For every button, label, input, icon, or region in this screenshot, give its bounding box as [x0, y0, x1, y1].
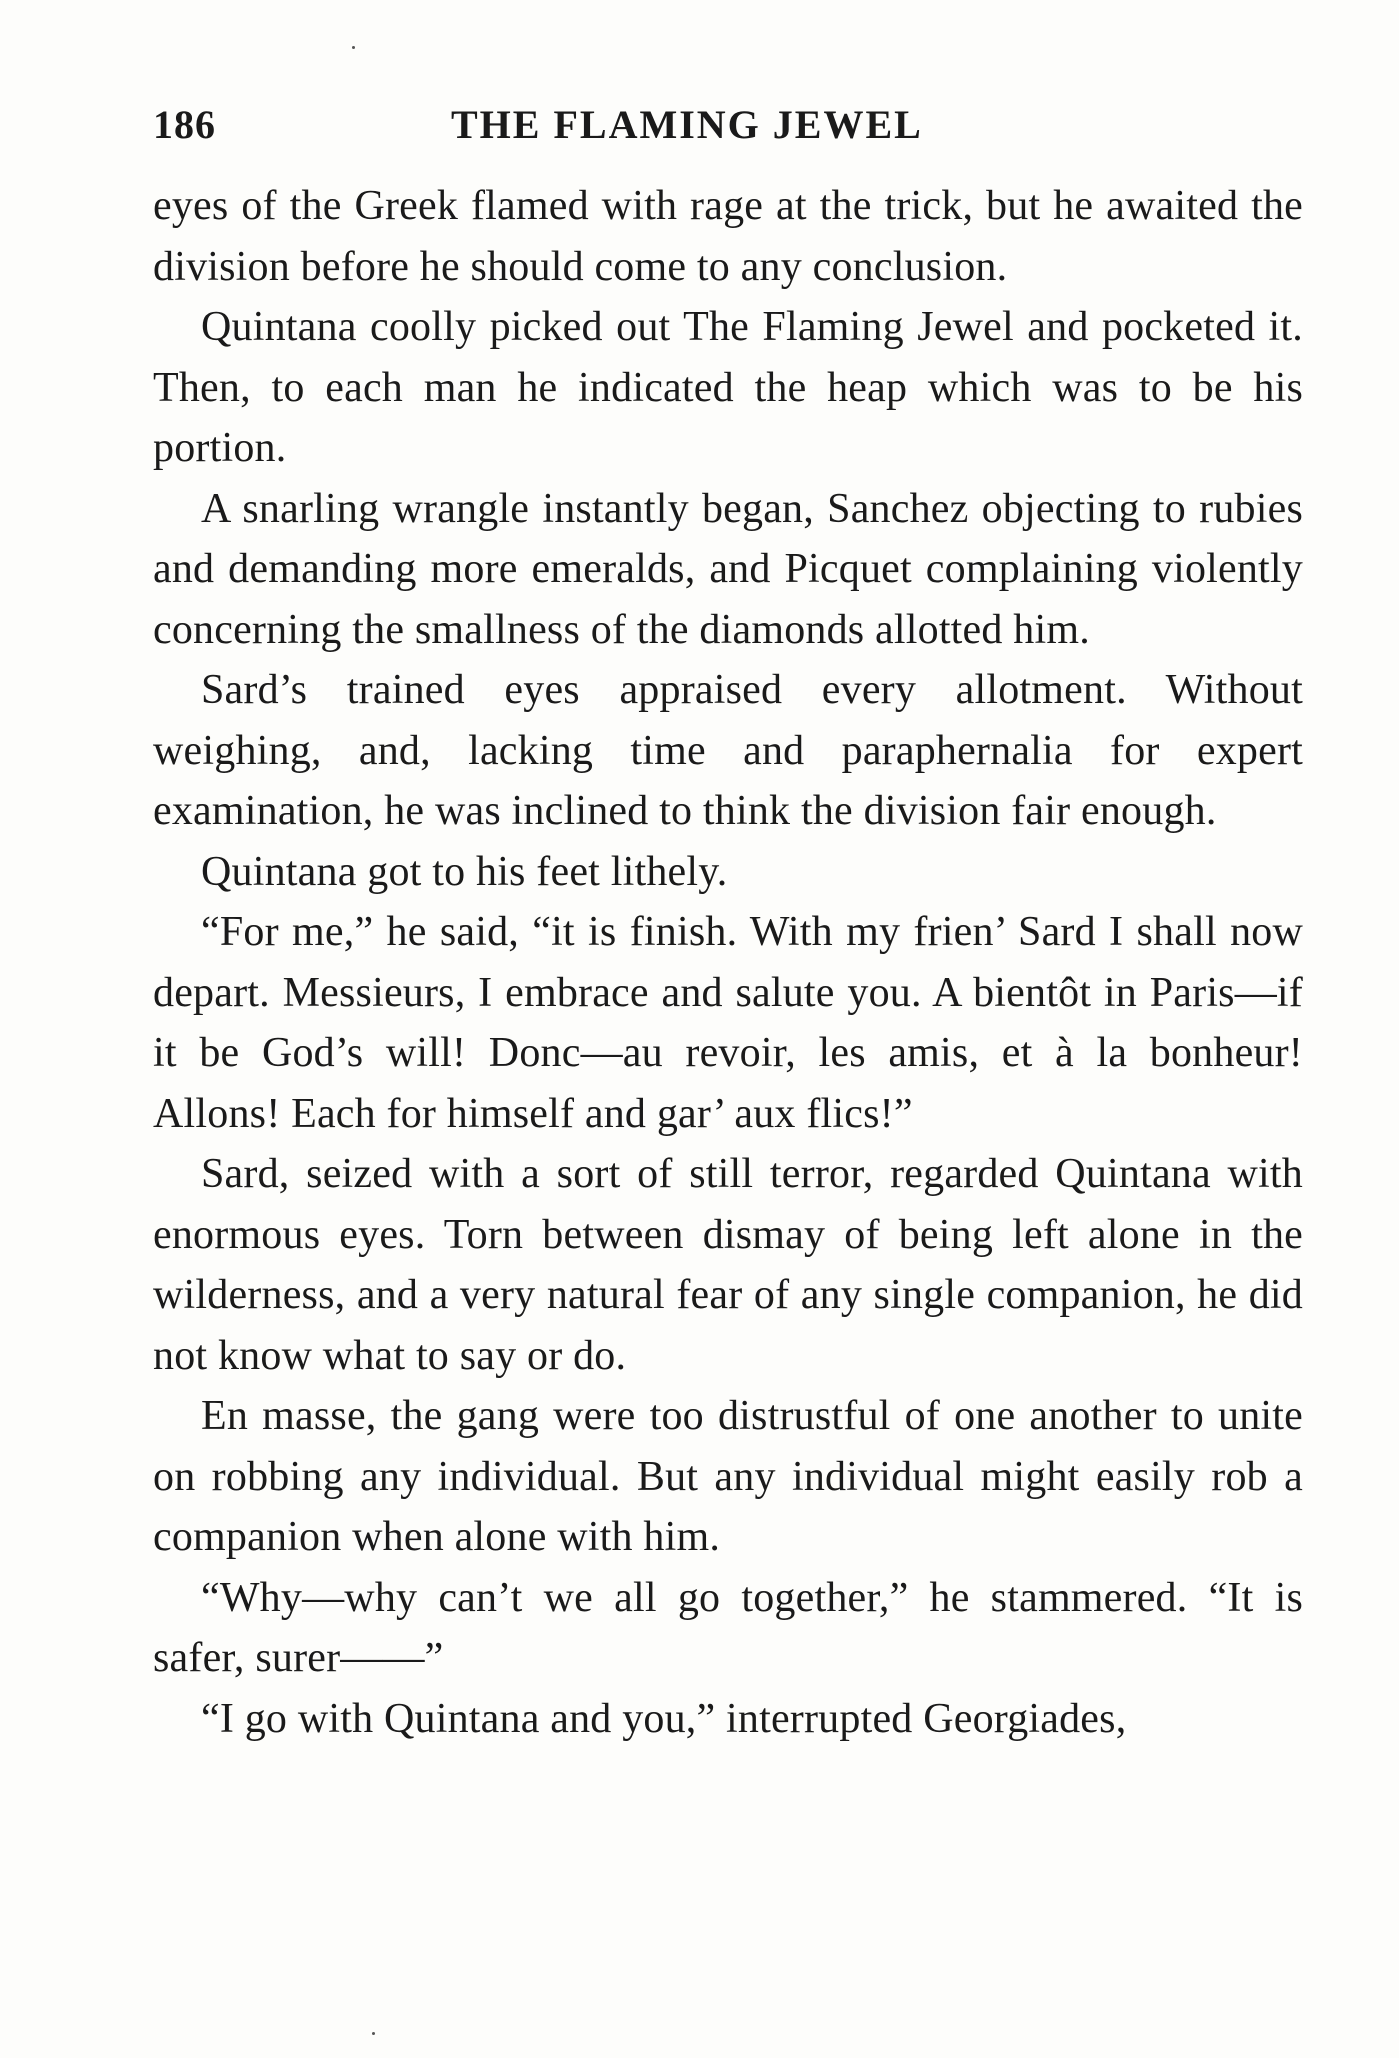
paragraph: Quintana coolly picked out The Flaming Jewel and pocketed it. Then, to each man he indicated the heap which was to be his portion. [153, 304, 1303, 471]
paragraph: eyes of the Greek flamed with rage at the trick, but he awaited the division before he should come to any conclusion. [153, 183, 1303, 290]
paragraph: En masse, the gang were too distrustful of one another to unite on robbing any individual. But any individual might easily rob a companion when alone with him. [153, 1393, 1303, 1560]
paragraph: Sard’s trained eyes appraised every allotment. Without weighing, and, lacking time and paraphernalia for expert examination, he was inclined to think the division fair enough. [153, 667, 1303, 834]
ink-speck [372, 2032, 375, 2035]
paragraph: Quintana got to his feet lithely. [201, 848, 728, 895]
paragraph: Sard, seized with a sort of still terror, regarded Quintana with enormous eyes. Torn between dismay of being left alone in the wilderness, and a very natural fear of any single companion, he did not know what to say or do. [153, 1151, 1303, 1379]
running-title: THE FLAMING JEWEL [451, 102, 923, 147]
page-number: 186 [153, 102, 216, 147]
page-header [153, 95, 1303, 155]
paragraph: “For me,” he said, “it is finish. With my frien’ Sard I shall now depart. Messieurs, I embrace and salute you. A bientôt in Paris—if it be God’s will! Donc—au revoir, les amis, et à la bonheur! Allons! Each for himself and gar’ aux flics!” [153, 909, 1303, 1137]
paragraph: “I go with Quintana and you,” interrupted Georgiades, [201, 1695, 1127, 1742]
ink-speck [352, 46, 355, 49]
paragraph: “Why—why can’t we all go together,” he stammered. “It is safer, surer——” [153, 1574, 1303, 1681]
paragraph: A snarling wrangle instantly began, Sanchez objecting to rubies and demanding more emeralds, and Picquet complaining violently concerning the smallness of the diamonds allotted him. [153, 485, 1303, 653]
body-text [153, 176, 1303, 1749]
